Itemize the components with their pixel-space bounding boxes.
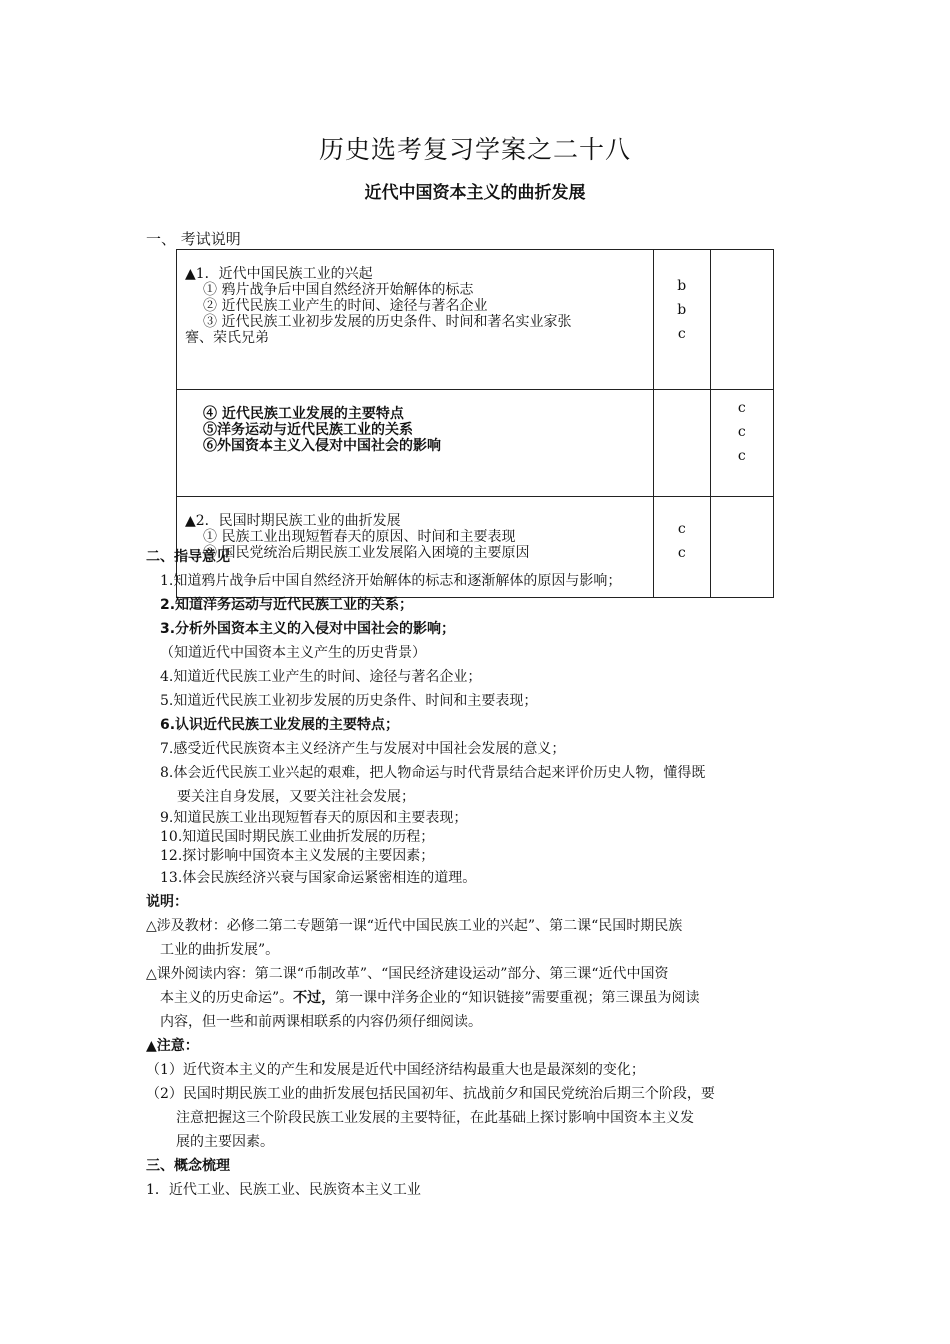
list-item: 10.知道民国时期民族工业曲折发展的历程； [160,829,435,845]
section-heading-concepts: 三、概念梳理 [146,1158,230,1174]
table-cell-content: ▲2．民国时期民族工业的曲折发展 ① 民族工业出现短暂春天的原因、时间和主要表现 ② 国民党统治后期民族工业发展陷入困境的主要原因 [177,497,654,598]
list-item: 4.知道近代民族工业产生的时间、途径与著名企业； [160,669,482,685]
note-line: △课外阅读内容：第二课“币制改革”、“国民经济建设运动”部分、第三课“近代中国资 [146,966,669,982]
list-item: 1.知道鸦片战争后中国自然经济开始解体的标志和逐渐解体的原因与影响； [160,573,622,589]
list-item: 8.体会近代民族工业兴起的艰难，把人物命运与时代背景结合起来评价历史人物，懂得既 [160,765,706,781]
attention-item: 注意把握这三个阶段民族工业发展的主要特征，在此基础上探讨影响中国资本主义发 [176,1110,694,1126]
list-item: 2.知道洋务运动与近代民族工业的关系； [160,597,414,613]
table-cell-level-b: c c [653,497,710,598]
note-line: 工业的曲折发展”。 [160,942,280,958]
table-cell-level-c: c c c [710,390,773,497]
page-subtitle: 近代中国资本主义的曲折发展 [364,183,586,203]
note-label: 说明： [146,894,188,910]
table-cell-level-b: b b c [653,250,710,390]
list-item: 12.探讨影响中国资本主义发展的主要因素； [160,848,435,864]
table-cell-level-b [653,390,710,497]
attention-label: ▲注意： [146,1038,199,1054]
attention-item: 展的主要因素。 [176,1134,274,1150]
list-item: 5.知道近代民族工业初步发展的历史条件、时间和主要表现； [160,693,538,709]
list-item: 7.感受近代民族资本主义经济产生与发展对中国社会发展的意义； [160,741,566,757]
note-line: 内容，但一些和前两课相联系的内容仍须仔细阅读。 [160,1014,482,1030]
list-item: 1．近代工业、民族工业、民族资本主义工业 [146,1182,421,1198]
list-item: （知道近代中国资本主义产生的历史背景） [160,645,426,661]
list-item: 3.分析外国资本主义的入侵对中国社会的影响； [160,621,456,637]
note-line: 本主义的历史命运”。不过，第一课中洋务企业的“知识链接”需要重视；第三课虽为阅读 [160,990,700,1006]
table-cell-level-c [710,250,773,390]
note-line: △涉及教材：必修二第二专题第一课“近代中国民族工业的兴起”、第二课“民国时期民族 [146,918,683,934]
attention-item: （1）近代资本主义的产生和发展是近代中国经济结构最重大也是最深刻的变化； [146,1062,645,1078]
section-heading-guidance: 二、指导意见 [146,549,230,565]
list-item: 要关注自身发展，又要关注社会发展； [177,789,415,805]
page-title: 历史选考复习学案之二十八 [318,135,631,164]
table-row [177,390,774,497]
list-item: 13.体会民族经济兴衰与国家命运紧密相连的道理。 [160,870,477,886]
section-heading-exam: 一、 考试说明 [146,230,241,248]
list-item: 9.知道民族工业出现短暂春天的原因和主要表现； [160,810,468,826]
list-item: 6.认识近代民族工业发展的主要特点； [160,717,400,733]
table-cell-content: ④ 近代民族工业发展的主要特点 ⑤洋务运动与近代民族工业的关系 ⑥外国资本主义入侵对中国社会的影响 [177,390,654,497]
guidance-section [146,545,816,1202]
table-cell-content: ▲1．近代中国民族工业的兴起 ① 鸦片战争后中国自然经济开始解体的标志 ② 近代民族工业产生的时间、途径与著名企业 ③ 近代民族工业初步发展的历史条件、时间和著名实业家张 謇、荣氏兄弟 [177,250,654,390]
table-row [177,250,774,390]
attention-item: （2）民国时期民族工业的曲折发展包括民国初年、抗战前夕和国民党统治后期三个阶段，要 [146,1086,715,1102]
